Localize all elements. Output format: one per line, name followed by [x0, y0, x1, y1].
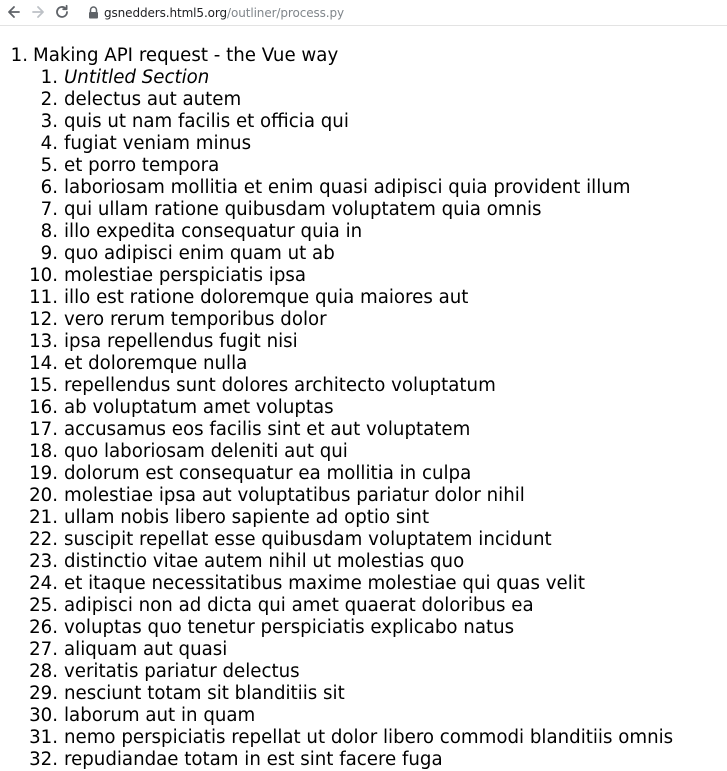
outline-section-number: 27. — [29, 639, 58, 660]
reload-button[interactable] — [52, 2, 72, 22]
outline-section-item — [0, 353, 727, 375]
outline-section-number: 25. — [29, 595, 58, 616]
outline-section-title: voluptas quo tenetur perspiciatis explicabo natus — [64, 617, 515, 638]
url-path: /outliner/process.py — [227, 5, 345, 20]
outline-section-item — [0, 243, 727, 265]
arrow-left-icon — [6, 4, 22, 20]
outline-section-title: fugiat veniam minus — [64, 133, 252, 154]
lock-icon — [86, 6, 100, 20]
outline-section-number: 15. — [29, 375, 58, 396]
outline-section-item — [0, 573, 727, 595]
outline-section-title: nesciunt totam sit blanditiis sit — [64, 683, 345, 704]
outline-sections-list — [0, 67, 727, 771]
document-outline — [0, 45, 727, 771]
outline-section-title: adipisci non ad dicta qui amet quaerat doloribus ea — [64, 595, 534, 616]
outline-section-number: 5. — [40, 155, 58, 176]
outline-section-item — [0, 661, 727, 683]
outline-section-title: delectus aut autem — [64, 89, 242, 110]
outline-section-number: 28. — [29, 661, 58, 682]
outline-section-title: ipsa repellendus fugit nisi — [64, 331, 298, 352]
outline-section-item — [0, 397, 727, 419]
outline-section-number: 7. — [40, 199, 58, 220]
outline-section-item — [0, 221, 727, 243]
outline-section-item — [0, 683, 727, 705]
outline-section-number: 19. — [29, 463, 58, 484]
outline-section-number: 4. — [40, 133, 58, 154]
outline-section-title: quo laboriosam deleniti aut qui — [64, 441, 348, 462]
outline-section-title: molestiae perspiciatis ipsa — [64, 265, 307, 286]
outline-section-title: vero rerum temporibus dolor — [64, 309, 327, 330]
outline-section-title: qui ullam ratione quibusdam voluptatem quia omnis — [64, 199, 542, 220]
outline-section-title: distinctio vitae autem nihil ut molestias quo — [64, 551, 465, 572]
outline-section-item — [0, 727, 727, 749]
outline-section-item — [0, 551, 727, 573]
outline-section-item — [0, 529, 727, 551]
outline-section-item — [0, 67, 727, 89]
outline-section-title: ab voluptatum amet voluptas — [64, 397, 334, 418]
outline-section-item — [0, 375, 727, 397]
outline-section-number: 16. — [29, 397, 58, 418]
outline-section-item — [0, 177, 727, 199]
outline-section-title: quis ut nam facilis et officia qui — [64, 111, 349, 132]
outline-section-item — [0, 705, 727, 727]
outline-root-item — [0, 45, 727, 67]
outline-section-title: illo est ratione doloremque quia maiores aut — [64, 287, 469, 308]
outline-section-item — [0, 639, 727, 661]
outline-section-number: 29. — [29, 683, 58, 704]
outline-section-number: 10. — [29, 265, 58, 286]
outline-section-number: 14. — [29, 353, 58, 374]
outline-section-title: laboriosam mollitia et enim quasi adipisci quia provident illum — [64, 177, 631, 198]
outline-section-title: et doloremque nulla — [64, 353, 248, 374]
outline-section-title: veritatis pariatur delectus — [64, 661, 300, 682]
forward-button[interactable] — [28, 2, 48, 22]
outline-section-number: 11. — [29, 287, 58, 308]
outline-section-number: 13. — [29, 331, 58, 352]
outline-section-item — [0, 595, 727, 617]
outline-section-title: dolorum est consequatur ea mollitia in culpa — [64, 463, 472, 484]
outline-section-title: Untitled Section — [64, 67, 210, 88]
outline-root-title: Making API request - the Vue way — [33, 45, 339, 66]
browser-toolbar — [0, 0, 727, 26]
outline-section-title: quo adipisci enim quam ut ab — [64, 243, 335, 264]
outline-section-title: nemo perspiciatis repellat ut dolor libero commodi blanditiis omnis — [64, 727, 674, 748]
outline-section-title: accusamus eos facilis sint et aut voluptatem — [64, 419, 471, 440]
outline-section-number: 24. — [29, 573, 58, 594]
reload-icon — [54, 4, 70, 20]
outline-section-title: molestiae ipsa aut voluptatibus pariatur dolor nihil — [64, 485, 525, 506]
outline-section-title: et itaque necessitatibus maxime molestiae qui quas velit — [64, 573, 585, 594]
arrow-right-icon — [30, 4, 46, 20]
outline-section-item — [0, 155, 727, 177]
outline-section-number: 20. — [29, 485, 58, 506]
back-button[interactable] — [4, 2, 24, 22]
outline-section-item — [0, 111, 727, 133]
outline-section-item — [0, 485, 727, 507]
url-host: gsnedders.html5.org — [104, 5, 228, 20]
outline-section-number: 21. — [29, 507, 58, 528]
outline-section-number: 6. — [40, 177, 58, 198]
outline-section-item — [0, 463, 727, 485]
outline-section-number: 3. — [40, 111, 58, 132]
outline-section-title: laborum aut in quam — [64, 705, 256, 726]
address-bar[interactable] — [86, 3, 344, 22]
outline-section-item — [0, 441, 727, 463]
outline-section-number: 30. — [29, 705, 58, 726]
outline-section-number: 32. — [29, 749, 58, 770]
outline-section-title: et porro tempora — [64, 155, 220, 176]
outline-section-number: 12. — [29, 309, 58, 330]
outline-section-number: 17. — [29, 419, 58, 440]
outline-section-number: 22. — [29, 529, 58, 550]
outline-section-item — [0, 419, 727, 441]
outline-section-item — [0, 617, 727, 639]
outline-section-number: 31. — [29, 727, 58, 748]
outline-section-number: 9. — [40, 243, 58, 264]
outline-section-number: 8. — [40, 221, 58, 242]
outline-section-item — [0, 309, 727, 331]
outline-section-item — [0, 265, 727, 287]
outline-section-title: aliquam aut quasi — [64, 639, 228, 660]
outline-section-title: repellendus sunt dolores architecto voluptatum — [64, 375, 496, 396]
outline-section-item — [0, 287, 727, 309]
outline-section-number: 26. — [29, 617, 58, 638]
outline-section-item — [0, 507, 727, 529]
outline-section-item — [0, 199, 727, 221]
outline-section-title: ullam nobis libero sapiente ad optio sint — [64, 507, 430, 528]
outline-section-number: 1. — [40, 67, 58, 88]
outline-section-item — [0, 89, 727, 111]
outline-section-title: repudiandae totam in est sint facere fuga — [64, 749, 443, 770]
outline-section-item — [0, 331, 727, 353]
outline-section-number: 18. — [29, 441, 58, 462]
outline-section-title: suscipit repellat esse quibusdam voluptatem incidunt — [64, 529, 552, 550]
outline-section-number: 23. — [29, 551, 58, 572]
outline-root-number: 1. — [10, 45, 28, 66]
outline-section-number: 2. — [40, 89, 58, 110]
outline-section-title: illo expedita consequatur quia in — [64, 221, 363, 242]
outline-section-item — [0, 133, 727, 155]
